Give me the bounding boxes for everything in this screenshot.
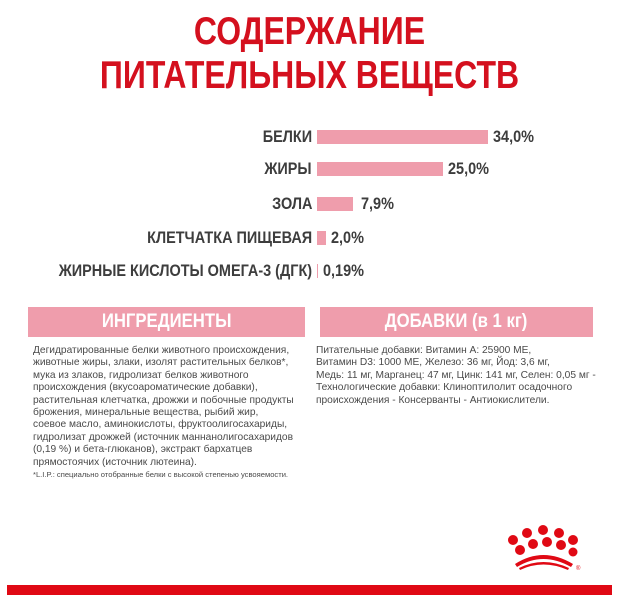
ingredients-line: брожения, минеральные вещества, рыбий жир, — [33, 407, 259, 419]
row-value: 7,9% — [361, 194, 394, 213]
row-label: ЖИРНЫЕ КИСЛОТЫ ОМЕГА-3 (ДГК) — [58, 261, 312, 280]
crown-icon — [503, 524, 587, 574]
additives-header-label: ДОБАВКИ (в 1 кг) — [385, 311, 528, 332]
row-label: ЖИРЫ — [264, 159, 312, 178]
row-bar — [317, 162, 443, 176]
chart-row-protein — [0, 125, 619, 149]
ingredients-header-label: ИНГРЕДИЕНТЫ — [101, 311, 232, 332]
chart-row-fat — [0, 157, 619, 181]
ingredients-line: гидролизат дрожжей (источник маннанолигосахаридов — [33, 431, 293, 443]
row-value: 34,0% — [493, 127, 534, 146]
ingredients-footnote: *L.I.P.: специально отобранные белки с высокой степенью усвояемости. — [33, 470, 289, 480]
title-line-2: ПИТАТЕЛЬНЫХ ВЕЩЕСТВ — [99, 54, 520, 97]
row-bar — [317, 197, 353, 211]
row-label: БЕЛКИ — [262, 127, 312, 146]
title-line-1: СОДЕРЖАНИЕ — [193, 10, 426, 53]
row-bar — [317, 264, 318, 278]
ingredients-line: Дегидратированные белки животного происхождения, — [33, 345, 290, 356]
additives-line: Питательные добавки: Витамин А: 25900 МЕ, — [316, 345, 532, 356]
ingredients-line: животные жиры, злаки, изолят растительных белков*, — [33, 357, 289, 369]
additives-header — [320, 307, 593, 337]
ingredients-text — [33, 345, 318, 481]
additives-line: Витамин D3: 1000 МЕ, Железо: 36 мг, Йод: 3,6 мг, — [316, 357, 550, 369]
row-value: 0,19% — [323, 261, 364, 280]
chart-row-ash — [0, 192, 619, 216]
ingredients-line: (0,19 %) и бета-глюканов), экстракт бархатцев — [33, 444, 253, 456]
additives-line: происхождения - Консерванты - Антиокислители. — [316, 394, 550, 406]
ingredients-header — [28, 307, 305, 337]
brand-stripe — [7, 585, 612, 595]
ingredients-line: прямостоячих (источник лютеина). — [33, 456, 197, 468]
ingredients-line: происхождения (вкусоароматические добавки), — [33, 382, 258, 394]
additives-text — [316, 345, 616, 407]
brand-logo — [503, 524, 587, 574]
row-bar — [317, 231, 326, 245]
row-label: ЗОЛА — [271, 194, 312, 213]
ingredients-line: растительная клетчатка, дрожжи и побочные продукты — [33, 394, 294, 406]
chart-row-omega3 — [0, 259, 619, 283]
chart-row-fiber — [0, 226, 619, 250]
ingredients-line: соевое масло, аминокислоты, фруктоолигосахариды, — [33, 419, 288, 431]
row-label: КЛЕТЧАТКА ПИЩЕВАЯ — [146, 228, 312, 247]
registered-mark: ® — [576, 566, 581, 572]
ingredients-line: мука из злаков, гидролизат белков животного — [33, 369, 249, 381]
row-value: 2,0% — [331, 228, 364, 247]
additives-line: Технологические добавки: Клиноптилолит осадочного — [316, 382, 573, 394]
row-bar — [317, 130, 488, 144]
additives-line: Медь: 11 мг, Марганец: 47 мг, Цинк: 141 мг, Селен: 0,05 мг - — [316, 369, 596, 381]
row-value: 25,0% — [448, 159, 489, 178]
